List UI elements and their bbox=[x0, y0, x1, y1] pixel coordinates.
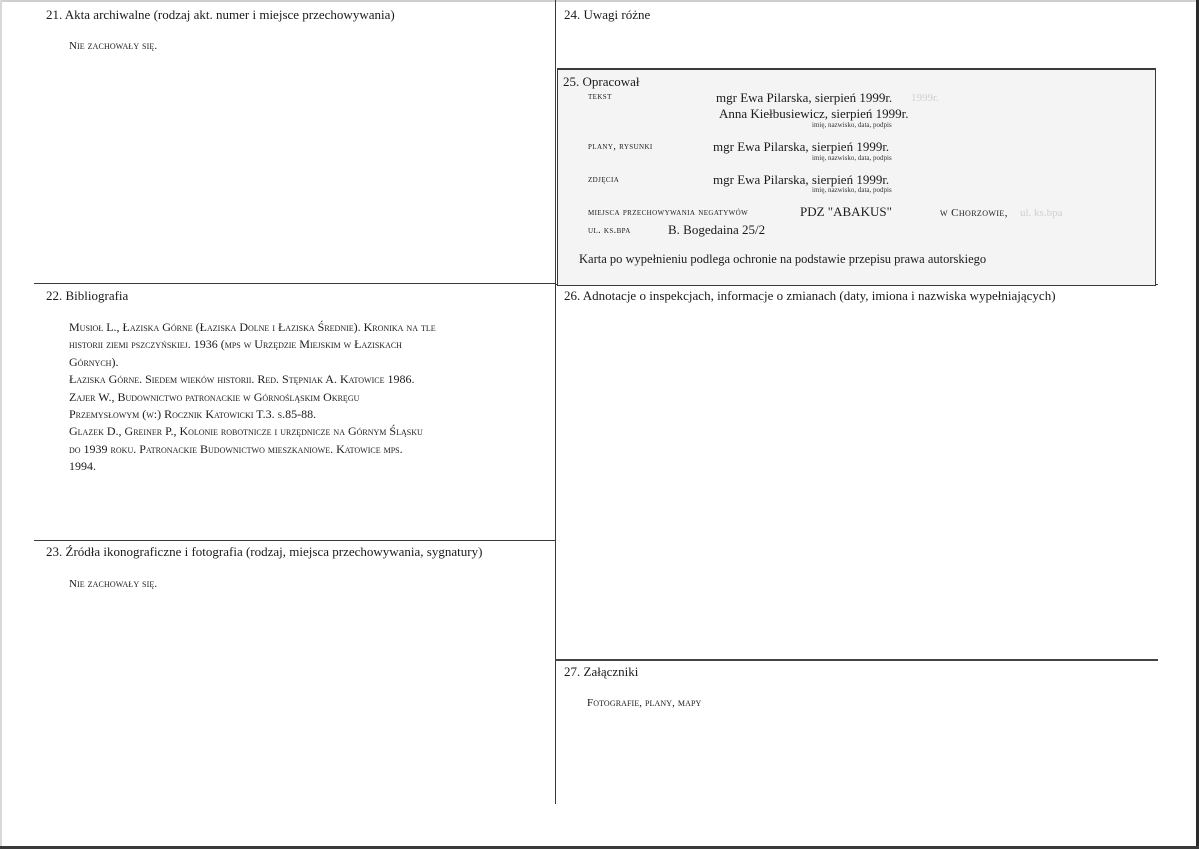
bibliography-line: Musioł L., Łaziska Górne (Łaziska Dolne i Łaziska Średnie). Kronika na tle bbox=[69, 320, 436, 334]
bibliography-line: Górnych). bbox=[69, 354, 119, 369]
bibliography-line: Zajer W., Budownictwo patronackie w Górnośląskim Okręgu bbox=[69, 389, 360, 404]
negatives-storage-company: PDZ "ABAKUS" bbox=[800, 204, 892, 219]
tekst-author-2: Anna Kiełbusiewicz, sierpień 1999r. bbox=[719, 106, 909, 121]
bibliography-line: Przemysłowym (w:) Rocznik Katowicki T.3. s.85-88. bbox=[69, 407, 317, 422]
section-23-title: 23. Źródła ikonograficzne i fotografia (rodzaj, miejsca przechowywania, sygnatury) bbox=[46, 544, 483, 559]
section-22-title: 22. Bibliografia bbox=[46, 288, 129, 303]
plany-author: mgr Ewa Pilarska, sierpień 1999r. bbox=[713, 139, 890, 154]
plany-label: plany, rysunki bbox=[588, 141, 653, 152]
section-24-title: 24. Uwagi różne bbox=[564, 7, 651, 22]
bibliography-line: Łaziska Górne. Siedem wieków historii. Red. Stępniak A. Katowice 1986. bbox=[69, 372, 415, 387]
negatives-storage-label: miejsca przechowywania negatywów bbox=[588, 207, 749, 218]
scan-edge-left bbox=[0, 0, 2, 849]
divider-26-27 bbox=[555, 659, 1158, 661]
signature-hint: imię, nazwisko, data, podpis bbox=[812, 154, 892, 162]
zdjecia-label: zdjęcia bbox=[588, 174, 620, 185]
section-21-body: Nie zachowały się. bbox=[69, 40, 158, 52]
section-25-title: 25. Opracował bbox=[563, 74, 640, 89]
section-26-title: 26. Adnotacje o inspekcjach, informacje o zmianach (daty, imiona i nazwiska wypełniających) bbox=[564, 288, 1056, 303]
negatives-address: B. Bogedaina 25/2 bbox=[668, 222, 766, 237]
bibliography-line: 1994. bbox=[69, 459, 96, 474]
ghost-text-2: ul. ks.bpa bbox=[1020, 207, 1063, 219]
scan-edge-top bbox=[0, 0, 1199, 2]
section-23-body: Nie zachowały się. bbox=[69, 578, 158, 590]
center-divider bbox=[555, 0, 556, 804]
bibliography-line: Glazek D., Greiner P., Kolonie robotnicze i urzędnicze na Górnym Śląsku bbox=[69, 424, 423, 439]
signature-hint: imię, nazwisko, data, podpis bbox=[812, 186, 892, 194]
ghost-text-1: 1999r. bbox=[911, 92, 939, 104]
zdjecia-author: mgr Ewa Pilarska, sierpień 1999r. bbox=[713, 172, 890, 187]
negatives-storage-city: w Chorzowie, bbox=[940, 207, 1008, 219]
divider-21-22 bbox=[34, 283, 555, 284]
negatives-address-prefix: ul. ks.bpa bbox=[588, 225, 631, 236]
copyright-notice: Karta po wypełnieniu podlega ochronie na podstawie przepisu prawa autorskiego bbox=[579, 252, 987, 266]
tekst-label: tekst bbox=[588, 91, 612, 102]
signature-hint: imię, nazwisko, data, podpis bbox=[812, 121, 892, 129]
section-27-title: 27. Załączniki bbox=[564, 664, 639, 679]
section-25-box bbox=[557, 68, 1156, 286]
divider-22-23 bbox=[34, 540, 555, 541]
bibliography-line: historii ziemi pszczyńskiej. 1936 (mps w Urzędzie Miejskim w Łaziskach bbox=[69, 337, 402, 352]
bibliography-list bbox=[69, 319, 553, 476]
section-27-body: Fotografie, plany, mapy bbox=[587, 697, 702, 709]
bibliography-line: do 1939 roku. Patronackie Budownictwo mieszkaniowe. Katowice mps. bbox=[69, 441, 403, 456]
tekst-author-1: mgr Ewa Pilarska, sierpień 1999r. bbox=[716, 90, 893, 105]
section-21-title: 21. Akta archiwalne (rodzaj akt. numer i miejsce przechowywania) bbox=[46, 7, 395, 22]
